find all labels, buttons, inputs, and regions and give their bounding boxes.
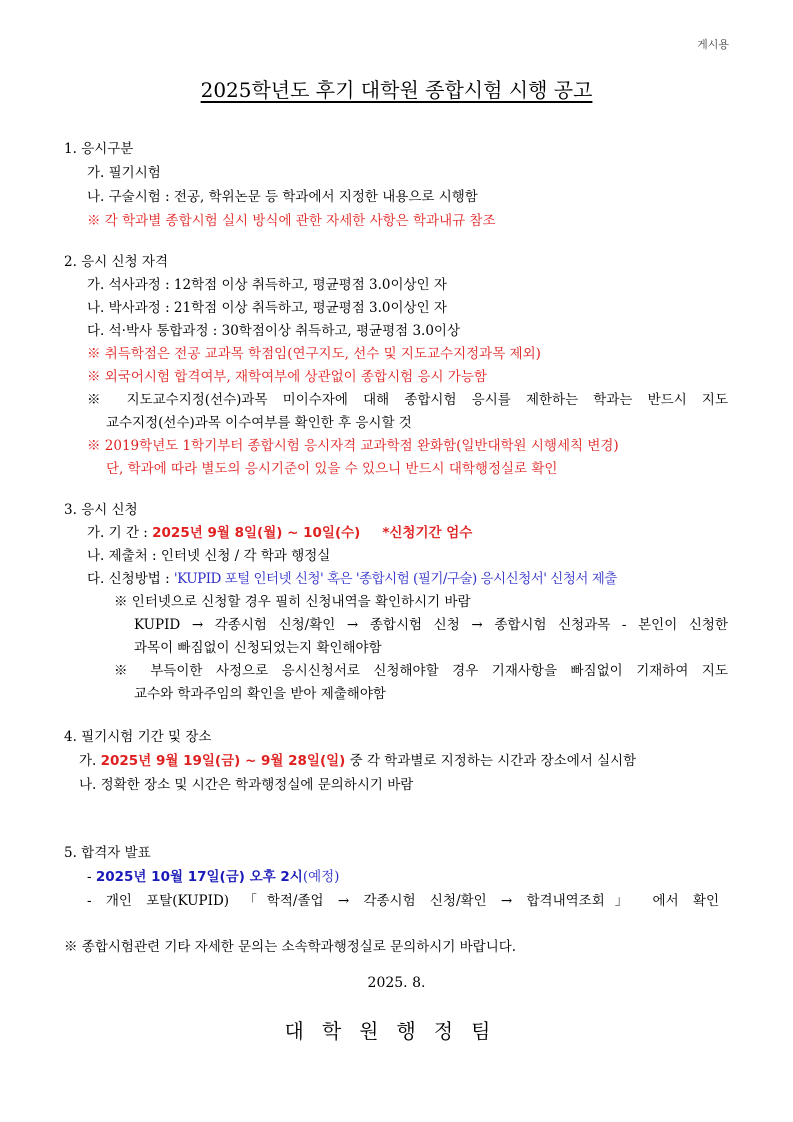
section-1-item-b: 나. 구술시험 : 전공, 학위논문 등 학과에서 지정한 내용으로 시행함: [87, 189, 478, 205]
section-3-note-1-cont: 과목이 빠짐없이 신청되었는지 확인해야함: [134, 640, 382, 656]
issuing-office: 대학원행정팀: [284, 1019, 509, 1043]
exam-period: 2025년 9월 19일(금) ~ 9월 28일(일): [100, 753, 346, 769]
announcement-tentative: (예정): [302, 869, 340, 885]
section-5-heading: 5. 합격자 발표: [64, 845, 151, 861]
section-1-note: ※ 각 학과별 종합시험 실시 방식에 관한 자세한 사항은 학과내규 참조: [87, 213, 496, 229]
section-1-heading: 1. 응시구분: [64, 141, 134, 157]
section-2-note-4-cont: 단, 학과에 따라 별도의 응시기준이 있을 수 있으니 반드시 대학행정실로 확인: [106, 461, 558, 477]
section-3-item-a: [87, 521, 472, 541]
method-label: 다. 신청방법 :: [87, 571, 174, 587]
section-2-note-4: ※ 2019학년도 1학기부터 종합시험 응시자격 교과학점 완화함(일반대학원 시행세칙 변경): [87, 438, 619, 454]
section-5-item-b: - 개인 포탈(KUPID) 「학적/졸업 → 각종시험 신청/확인 → 합격내역조회」 에서 확인: [87, 893, 719, 909]
period-strict-note: *신청기간 엄수: [382, 525, 473, 541]
section-3-note-1-path: KUPID → 각종시험 신청/확인 → 종합시험 신청 → 종합시험 신청과목 - 본인이 신청한: [134, 617, 728, 633]
section-2-note-3: ※ 지도교수지정(선수)과목 미이수자에 대해 종합시험 응시를 제한하는 학과는 반드시 지도: [87, 392, 728, 408]
section-3-note-2-cont: 교수와 학과주임의 확인을 받아 제출해야함: [134, 686, 386, 702]
post-tag: 게시용: [697, 38, 729, 51]
section-4-heading: 4. 필기시험 기간 및 장소: [64, 729, 212, 745]
section-2-item-b: 나. 박사과정 : 21학점 이상 취득하고, 평균평점 3.0이상인 자: [87, 300, 447, 316]
section-3-item-c: [87, 567, 729, 587]
section-1-item-a: 가. 필기시험: [87, 165, 161, 181]
section-2-note-3-cont: 교수지정(선수)과목 이수여부를 확인한 후 응시할 것: [106, 415, 412, 431]
section-3-item-b: 나. 제출처 : 인터넷 신청 / 각 학과 행정실: [87, 548, 331, 564]
announcement-date: 2025년 10월 17일(금) 오후 2시: [95, 869, 303, 885]
section-4-item-a: 가. 2025년 9월 19일(금) ~ 9월 28일(일) 중 각 학과별로 지정하는 시간과 장소에서 실시함: [79, 753, 637, 769]
page-title: 2025학년도 후기 대학원 종합시험 시행 공고: [200, 78, 593, 102]
section-3-note-1: ※ 인터넷으로 신청할 경우 필히 신청내역을 확인하시기 바람: [114, 594, 471, 610]
section-4-item-b: 나. 정확한 장소 및 시간은 학과행정실에 문의하시기 바람: [79, 777, 414, 793]
notice-date: 2025. 8.: [367, 975, 426, 991]
section-2-heading: 2. 응시 신청 자격: [64, 254, 168, 270]
section-2-note-2: ※ 외국어시험 합격여부, 재학여부에 상관없이 종합시험 응시 가능함: [87, 369, 487, 385]
section-2-item-a: 가. 석사과정 : 12학점 이상 취득하고, 평균평점 3.0이상인 자: [87, 277, 447, 293]
application-period: 2025년 9월 8일(월) ~ 10일(수): [152, 525, 361, 541]
section-5-item-a: - 2025년 10월 17일(금) 오후 2시(예정): [87, 869, 340, 885]
section-3-heading: 3. 응시 신청: [64, 502, 138, 518]
period-label: 가. 기 간 :: [87, 525, 153, 541]
footer-note: ※ 종합시험관련 기타 자세한 문의는 소속학과행정실로 문의하시기 바랍니다.: [64, 939, 517, 955]
section-2-item-c: 다. 석·박사 통합과정 : 30학점이상 취득하고, 평균평점 3.0이상: [87, 323, 461, 339]
section-2-note-1: ※ 취득학점은 전공 교과목 학점임(연구지도, 선수 및 지도교수지정과목 제외): [87, 346, 541, 362]
section-3-note-2: ※ 부득이한 사정으로 응시신청서로 신청해야할 경우 기재사항을 빠짐없이 기재하여 지도: [114, 663, 728, 679]
application-method: 'KUPID 포털 인터넷 신청' 혹은 '종합시험 (필기/구술) 응시신청서' 신청서 제출: [173, 571, 617, 587]
